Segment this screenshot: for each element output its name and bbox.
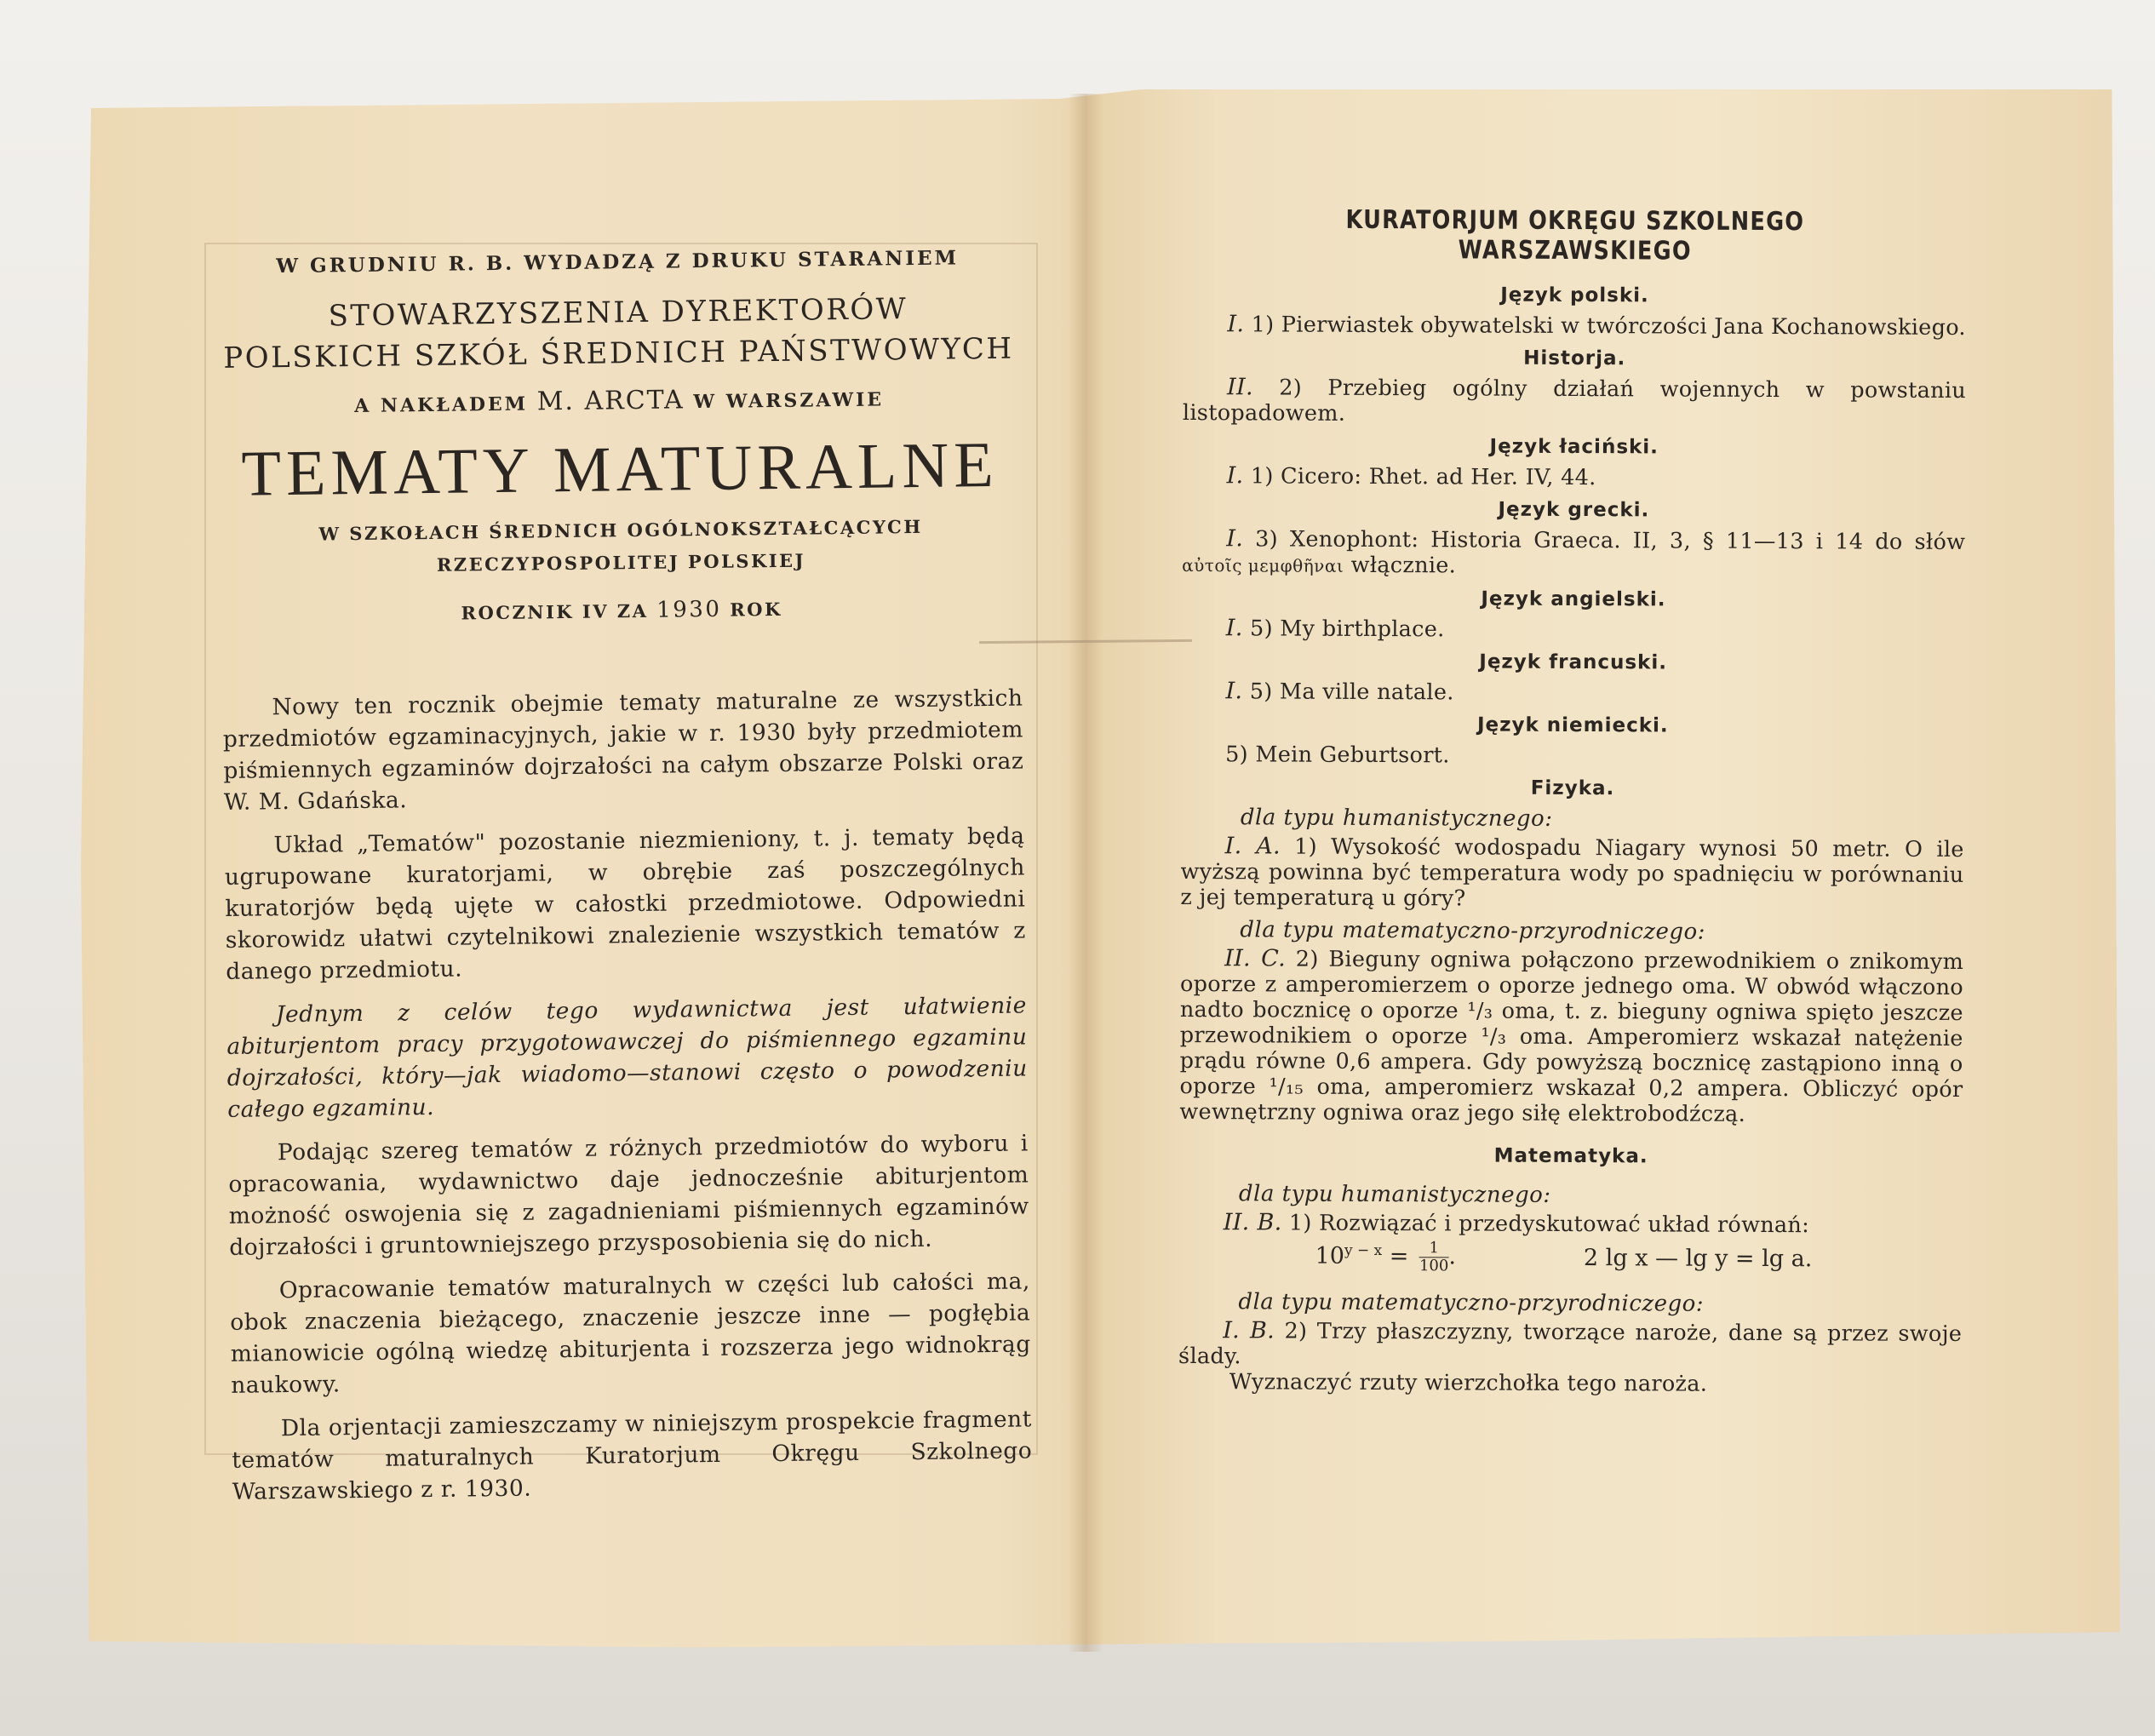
organization-line-1: STOWARZYSZENIA DYREKTORÓW — [328, 292, 908, 334]
topic-polish — [1183, 312, 1966, 341]
topic-text: 2) Bieguny ogniwa połączono przewodnikiem o znikomym oporze z amperomierzem o oporze jednego oma. W obwód włączono nadto bocznicę o oporze ¹/₃ oma, t. z. bieguny ogniwa spięto jeszcze przewodnikiem o oporze ¹/₃ oma. Amperomierz wskazał natężenie prądu równe 0,6 ampera. Gdy powyższą bocznicę zastąpiono inną o oporze ¹/₁₅ oma, amperomierz wskazał 0,2 ampera. Obliczyć opór wewnętrzny ogniwa oraz jego siłę elektrobodźczą. — [1179, 946, 1964, 1127]
topic-text: 2) Trzy płaszczyzny, tworzące naroże, dane są przez swoje ślady. — [1178, 1318, 1963, 1370]
subject-heading-math: Matematyka. — [1493, 1144, 1648, 1168]
topic-number: II. C. — [1224, 945, 1287, 972]
paragraph: Opracowanie tematów maturalnych w części lub całości ma, obok znaczenia bieżącego, znaczenie jeszcze inne — pogłębia mianowicie ogólną wiedzę abiturjenta i rozszerza jego widnokrąg naukowy. — [230, 1268, 1031, 1399]
greek-quote: αὐτοῖς μεμφθῆναι — [1182, 554, 1344, 576]
topic-text: 1) Rozwiązać i przedyskutować układ równań: — [1288, 1210, 1810, 1239]
subject-heading-polish: Język polski. — [1500, 284, 1649, 307]
prospectus-body — [222, 682, 1033, 1507]
subject-heading-french: Język francuski. — [1479, 650, 1668, 674]
publisher-line — [219, 381, 1019, 421]
school-type-math-science: dla typu matematyczno-przyrodniczego: — [1238, 1289, 1705, 1317]
topic-english — [1182, 616, 1965, 645]
topic-number: I. — [1225, 678, 1243, 705]
topic-number: II. — [1226, 374, 1253, 401]
topic-text: 1) Cicero: Rhet. ad Her. IV, 44. — [1250, 463, 1596, 491]
school-type-humanities: dla typu humanistycznego: — [1240, 805, 1553, 832]
topic-latin — [1183, 463, 1966, 492]
announcement-heading: W GRUDNIU R. B. WYDADZĄ Z DRUKU STARANIEM — [276, 246, 960, 278]
topic-physics-2 — [1179, 946, 1963, 1128]
topic-text: 5) Ma ville natale. — [1249, 679, 1454, 706]
topic-text: 5) Mein Geburtsort. — [1225, 742, 1450, 769]
document-subtitle — [221, 509, 1022, 583]
subtitle-line-2: RZECZYPOSPOLITEJ POLSKIEJ — [436, 549, 806, 576]
topic-physics-1 — [1180, 834, 1963, 914]
topic-number: I. A. — [1224, 833, 1281, 860]
edition-line — [221, 593, 1022, 627]
subtitle-line-1: W SZKOŁACH ŚREDNICH OGÓLNOKSZTAŁCĄCYCH — [318, 515, 923, 545]
topic-text: 2) Przebieg ogólny działań wojennych w powstaniu listopadowem. — [1182, 375, 1967, 427]
subject-heading-english: Język angielski. — [1481, 587, 1666, 611]
fraction: $\frac{1}{100}$ — [1419, 1239, 1449, 1275]
topic-number: I. — [1227, 311, 1245, 338]
publisher-suffix: W WARSZAWIE — [693, 388, 885, 414]
left-page — [217, 246, 1033, 1520]
topic-math-1 — [1179, 1210, 1963, 1239]
equation-1: $10^{y - x}$ = $\frac{1}{100}$ . — [1315, 1239, 1457, 1275]
subject-heading-latin: Język łaciński. — [1489, 435, 1659, 459]
publisher-prefix: A NAKŁADEM — [354, 392, 529, 418]
paragraph: Dla orjentacji zamieszczamy w niniejszym prospekcie fragment tematów maturalnych Kuratorjum Okręgu Szkolnego Warszawskiego z r. 1930. — [232, 1406, 1033, 1505]
topic-number: I. — [1225, 615, 1243, 642]
topic-text: 1) Wysokość wodospadu Niagary wynosi 50 metr. O ile wyższą powinna być temperatura wody po spadnięciu w porównaniu z jej temperaturą u góry? — [1180, 834, 1964, 912]
topic-german — [1181, 742, 1964, 771]
school-type-humanities: dla typu humanistycznego: — [1238, 1181, 1551, 1208]
edition-year: 1930 — [656, 596, 722, 623]
document-title: TEMATY MATURALNE — [241, 428, 1000, 510]
topic-text: 1) Pierwiastek obywatelski w twórczości Jana Kochanowskiego. — [1251, 312, 1966, 341]
organization-line-2: POLSKICH SZKÓŁ ŚREDNICH PAŃSTWOWYCH — [223, 331, 1014, 375]
equation-system — [1315, 1240, 1963, 1277]
topic-number: I. — [1226, 525, 1244, 553]
equation-2: 2 lg x — lg y = lg a. — [1583, 1245, 1813, 1273]
topic-history — [1183, 375, 1966, 429]
subject-heading-german: Język niemiecki. — [1476, 713, 1669, 737]
topic-text-end: włącznie. — [1350, 552, 1457, 579]
edition-suffix: ROK — [730, 598, 782, 621]
school-type-math-science: dla typu matematyczno-przyrodniczego: — [1240, 917, 1706, 945]
topic-greek — [1182, 526, 1965, 582]
paragraph-italic: Jednym z celów tego wydawnictwa jest ułatwienie abiturjentom pracy przygotowawczej do piśmiennego egzaminu dojrzałości, który—jak wiadomo—stanowi często o powodzeniu całego egzaminu. — [226, 992, 1028, 1123]
topic-math-2-continued: Wyznaczyć rzuty wierzchołka tego naroża. — [1229, 1369, 1708, 1397]
topic-math-2 — [1178, 1318, 1962, 1372]
subject-heading-physics: Fizyka. — [1530, 776, 1615, 800]
publisher-name: M. ARCTA — [536, 385, 685, 417]
organization-name — [218, 288, 1019, 379]
topic-number: I. — [1226, 462, 1244, 490]
paragraph: Układ „Tematów" pozostanie niezmieniony, t. j. tematy będą ugrupowane kuratorjami, w obrębie zaś poszczególnych kuratorjów będą ujęte w całostki przedmiotowe. Odpowiedni skorowidz ułatwi czytelnikowi znalezienie wszystkich tematów z danego przedmiotu. — [224, 822, 1026, 985]
topic-number: II. B. — [1223, 1209, 1282, 1236]
subject-heading-greek: Język grecki. — [1498, 498, 1650, 522]
paragraph: Podając szereg tematów z różnych przedmiotów do wyboru i opracowania, wydawnictwo daje jednocześnie abiturjentom możność oswojenia się z zagadnieniami piśmiennych egzaminów dojrzałości i gruntowniejszego przysposobienia się do nich. — [228, 1130, 1029, 1261]
edition-prefix: ROCZNIK IV ZA — [461, 599, 649, 624]
topic-text: 5) My birthplace. — [1250, 616, 1445, 643]
topic-text: 3) Xenophont: Historia Graeca. II, 3, § 11—13 i 14 do słów — [1255, 526, 1966, 556]
kuratorium-heading: KURATORJUM OKRĘGU SZKOLNEGO WARSZAWSKIEGO — [1345, 204, 1805, 266]
center-fold — [1069, 94, 1103, 1652]
topic-number: I. B. — [1223, 1317, 1275, 1344]
right-page — [1178, 204, 1967, 1398]
paragraph: Nowy ten rocznik obejmie tematy maturalne ze wszystkich przedmiotów egzaminacyjnych, jakie w r. 1930 były przedmiotem piśmiennych egzaminów dojrzałości na całym obszarze Polski oraz W. M. Gdańska. — [222, 685, 1024, 816]
subject-heading-history: Historja. — [1523, 347, 1626, 370]
topic-french — [1181, 679, 1964, 708]
